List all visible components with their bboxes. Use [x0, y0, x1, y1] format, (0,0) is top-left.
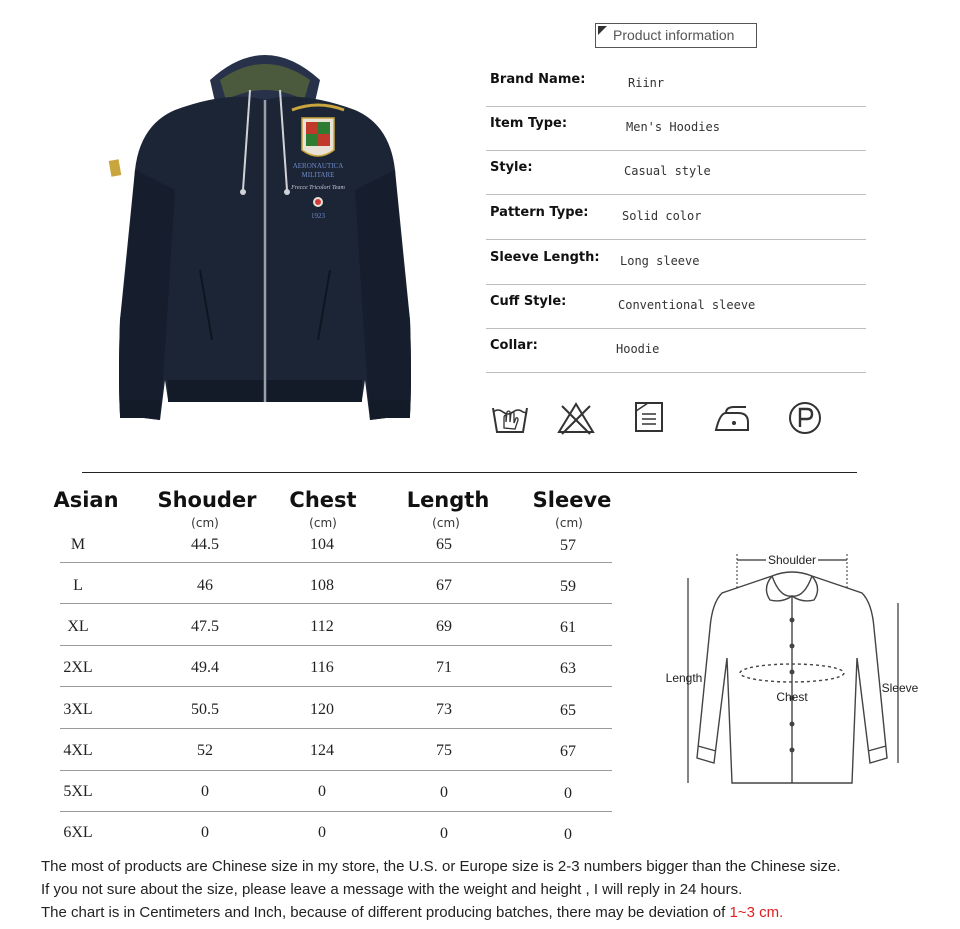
product-information-label: Product information	[613, 27, 735, 43]
table-cell-shoulder: 0	[201, 783, 209, 800]
header-shoulder: Shouder	[157, 488, 257, 512]
sleeve-length-label: Sleeve Length:	[490, 250, 600, 265]
cuff-style-label: Cuff Style:	[490, 294, 567, 309]
info-row-cuff-style	[486, 284, 866, 329]
table-cell-length: 0	[440, 784, 448, 801]
table-cell-sleeve: 0	[564, 826, 572, 843]
table-cell-length: 75	[436, 742, 452, 759]
iron-icon	[712, 400, 752, 436]
unit-length: (cm)	[432, 516, 460, 530]
collar-label: Collar:	[490, 338, 538, 353]
info-row-style	[486, 150, 866, 195]
table-cell-shoulder: 46	[197, 577, 213, 594]
note-line-1: The most of products are Chinese size in my store, the U.S. or Europe size is 2-3 numbers bigger than the Chinese size.	[41, 858, 841, 875]
collar-value: Hoodie	[616, 342, 660, 356]
row-divider	[60, 603, 612, 604]
unit-shoulder: (cm)	[191, 516, 219, 530]
table-cell-size: M	[70, 536, 86, 553]
style-value: Casual style	[624, 164, 711, 178]
table-cell-length: 71	[436, 659, 452, 676]
unit-sleeve: (cm)	[555, 516, 583, 530]
table-cell-chest: 120	[310, 701, 334, 718]
header-length: Length	[406, 488, 490, 512]
table-cell-shoulder: 47.5	[191, 618, 219, 635]
brand-name-value: Riinr	[628, 76, 665, 90]
table-cell-length: 73	[436, 701, 452, 718]
tumble-dry-icon	[630, 400, 670, 436]
do-not-bleach-icon	[556, 400, 596, 436]
table-cell-size: XL	[67, 618, 89, 635]
dry-clean-p-icon	[785, 400, 825, 436]
brand-name-label: Brand Name:	[490, 72, 586, 87]
length-label: Length	[665, 671, 703, 685]
table-cell-size: 2XL	[63, 659, 93, 676]
section-divider	[82, 472, 857, 473]
row-divider	[60, 645, 612, 646]
shoulder-label: Shoulder	[767, 553, 817, 567]
info-row-pattern-type	[486, 195, 866, 240]
table-cell-size: 6XL	[63, 824, 93, 841]
table-cell-length: 69	[436, 618, 452, 635]
table-cell-size: L	[73, 577, 83, 594]
cuff-style-value: Conventional sleeve	[618, 298, 756, 312]
table-cell-shoulder: 50.5	[191, 701, 219, 718]
badge-text-1: AERONAUTICA	[292, 162, 344, 170]
jacket-image	[80, 20, 450, 440]
row-divider	[60, 562, 612, 563]
badge-year: 1923	[311, 212, 325, 220]
table-cell-size: 5XL	[63, 783, 93, 800]
product-information-title	[595, 23, 757, 48]
info-row-item-type	[486, 106, 866, 151]
table-cell-length: 67	[436, 577, 452, 594]
table-cell-chest: 116	[310, 659, 334, 676]
table-cell-chest: 0	[318, 824, 326, 841]
table-cell-sleeve: 0	[564, 785, 572, 802]
measurement-diagram	[662, 548, 922, 788]
header-asian: Asian	[53, 488, 119, 512]
table-cell-sleeve: 61	[560, 619, 576, 636]
item-type-label: Item Type:	[490, 116, 568, 131]
info-row-brand	[486, 62, 866, 107]
table-cell-sleeve: 57	[560, 537, 576, 554]
table-cell-chest: 112	[310, 618, 334, 635]
sleeve-length-value: Long sleeve	[620, 254, 700, 268]
table-cell-length: 0	[440, 825, 448, 842]
info-row-collar	[486, 328, 866, 373]
pattern-type-value: Solid color	[622, 209, 702, 223]
row-divider	[60, 811, 612, 812]
table-cell-sleeve: 59	[560, 578, 576, 595]
pattern-type-label: Pattern Type:	[490, 205, 589, 220]
table-cell-shoulder: 49.4	[191, 659, 219, 676]
table-cell-sleeve: 63	[560, 660, 576, 677]
row-divider	[60, 686, 612, 687]
note-line-3-text: The chart is in Centimeters and Inch, because of different producing batches, there may be deviation of	[41, 904, 730, 921]
info-row-sleeve-length	[486, 240, 866, 285]
table-cell-shoulder: 44.5	[191, 536, 219, 553]
table-cell-chest: 104	[310, 536, 334, 553]
table-cell-size: 4XL	[63, 742, 93, 759]
item-type-value: Men's Hoodies	[626, 120, 720, 134]
deviation-highlight: 1~3 cm.	[729, 904, 784, 921]
table-cell-length: 65	[436, 536, 452, 553]
corner-mark-icon	[598, 26, 607, 35]
table-cell-shoulder: 0	[201, 824, 209, 841]
unit-chest: (cm)	[309, 516, 337, 530]
table-cell-sleeve: 67	[560, 743, 576, 760]
table-cell-chest: 124	[310, 742, 334, 759]
note-line-2: If you not sure about the size, please leave a message with the weight and height , I will reply in 24 hours.	[41, 881, 743, 898]
hand-wash-icon	[490, 400, 530, 436]
style-label: Style:	[490, 160, 533, 175]
table-cell-chest: 0	[318, 783, 326, 800]
chest-label: Chest	[776, 690, 808, 704]
table-cell-chest: 108	[310, 577, 334, 594]
badge-text-3: Frecce Tricolori Team	[291, 185, 345, 191]
row-divider	[60, 770, 612, 771]
table-cell-sleeve: 65	[560, 702, 576, 719]
header-sleeve: Sleeve	[532, 488, 612, 512]
note-line-3	[41, 904, 783, 921]
header-chest: Chest	[289, 488, 357, 512]
row-divider	[60, 728, 612, 729]
table-cell-shoulder: 52	[197, 742, 213, 759]
badge-text-2: MILITARE	[301, 171, 335, 179]
sleeve-label: Sleeve	[881, 681, 919, 695]
table-cell-size: 3XL	[63, 701, 93, 718]
